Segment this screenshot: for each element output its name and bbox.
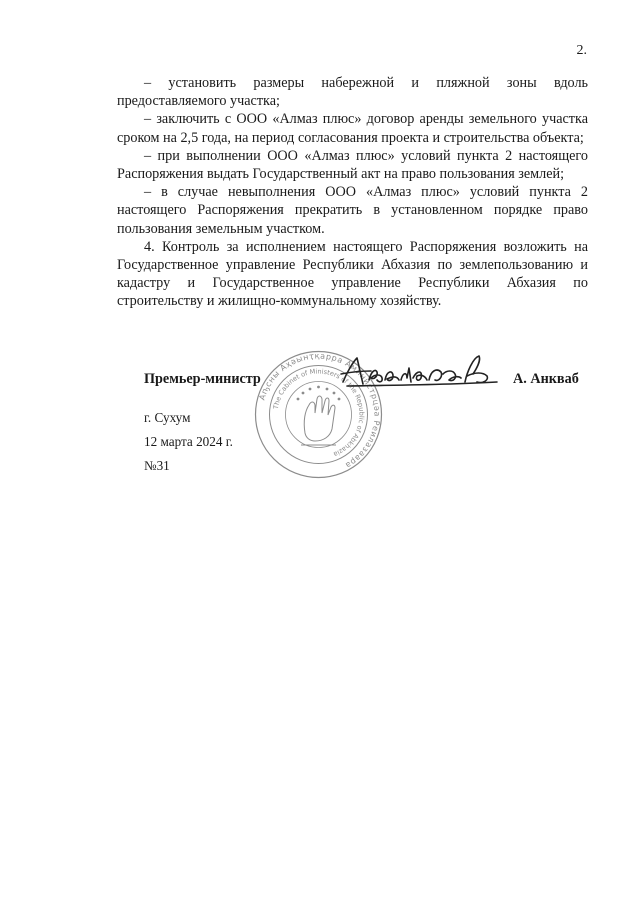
list-item: – заключить с ООО «Алмаз плюс» договор аренды земельного участка сроком на 2,5 года, на период согласования проекта и строительства объекта;: [117, 111, 588, 146]
document-body: [117, 74, 588, 311]
svg-text:Аҧсны Аҳәынҭқарра Аминистрцәа: Аҧсны Аҳәынҭқарра Аминистрцәа Реилазаара: [257, 351, 382, 471]
document-number: №31: [144, 458, 170, 473]
issue-city: г. Сухум: [144, 410, 191, 425]
signatory-title: Премьер-министр: [144, 371, 261, 387]
issue-date: 12 марта 2024 г.: [144, 434, 233, 449]
signatory-name: А. Анкваб: [513, 371, 579, 387]
page-number: 2.: [576, 43, 587, 58]
list-item: – в случае невыполнения ООО «Алмаз плюс» условий пункта 2 настоящего Распоряжения прекратить в установленном порядке право пользования земельным участком.: [117, 184, 588, 237]
svg-text:The Cabinet of Ministers of th: The Cabinet of Ministers of the Republic of Abkhazia: [271, 367, 366, 459]
paragraph-point-4: 4. Контроль за исполнением настоящего Распоряжения возложить на Государственное управление Республики Абхазия по землепользованию и кадастру и Государственное управление Республики Абхазия по строительству и жилищно-коммунальному хозяйству.: [117, 238, 588, 310]
signature-block: [0, 349, 640, 499]
list-item: – установить размеры набережной и пляжной зоны вдоль предоставляемого участка;: [117, 75, 588, 110]
list-item: – при выполнении ООО «Алмаз плюс» условий пункта 2 настоящего Распоряжения выдать Государственный акт на право пользования землей;: [117, 147, 588, 183]
handwritten-signature: [337, 352, 507, 392]
